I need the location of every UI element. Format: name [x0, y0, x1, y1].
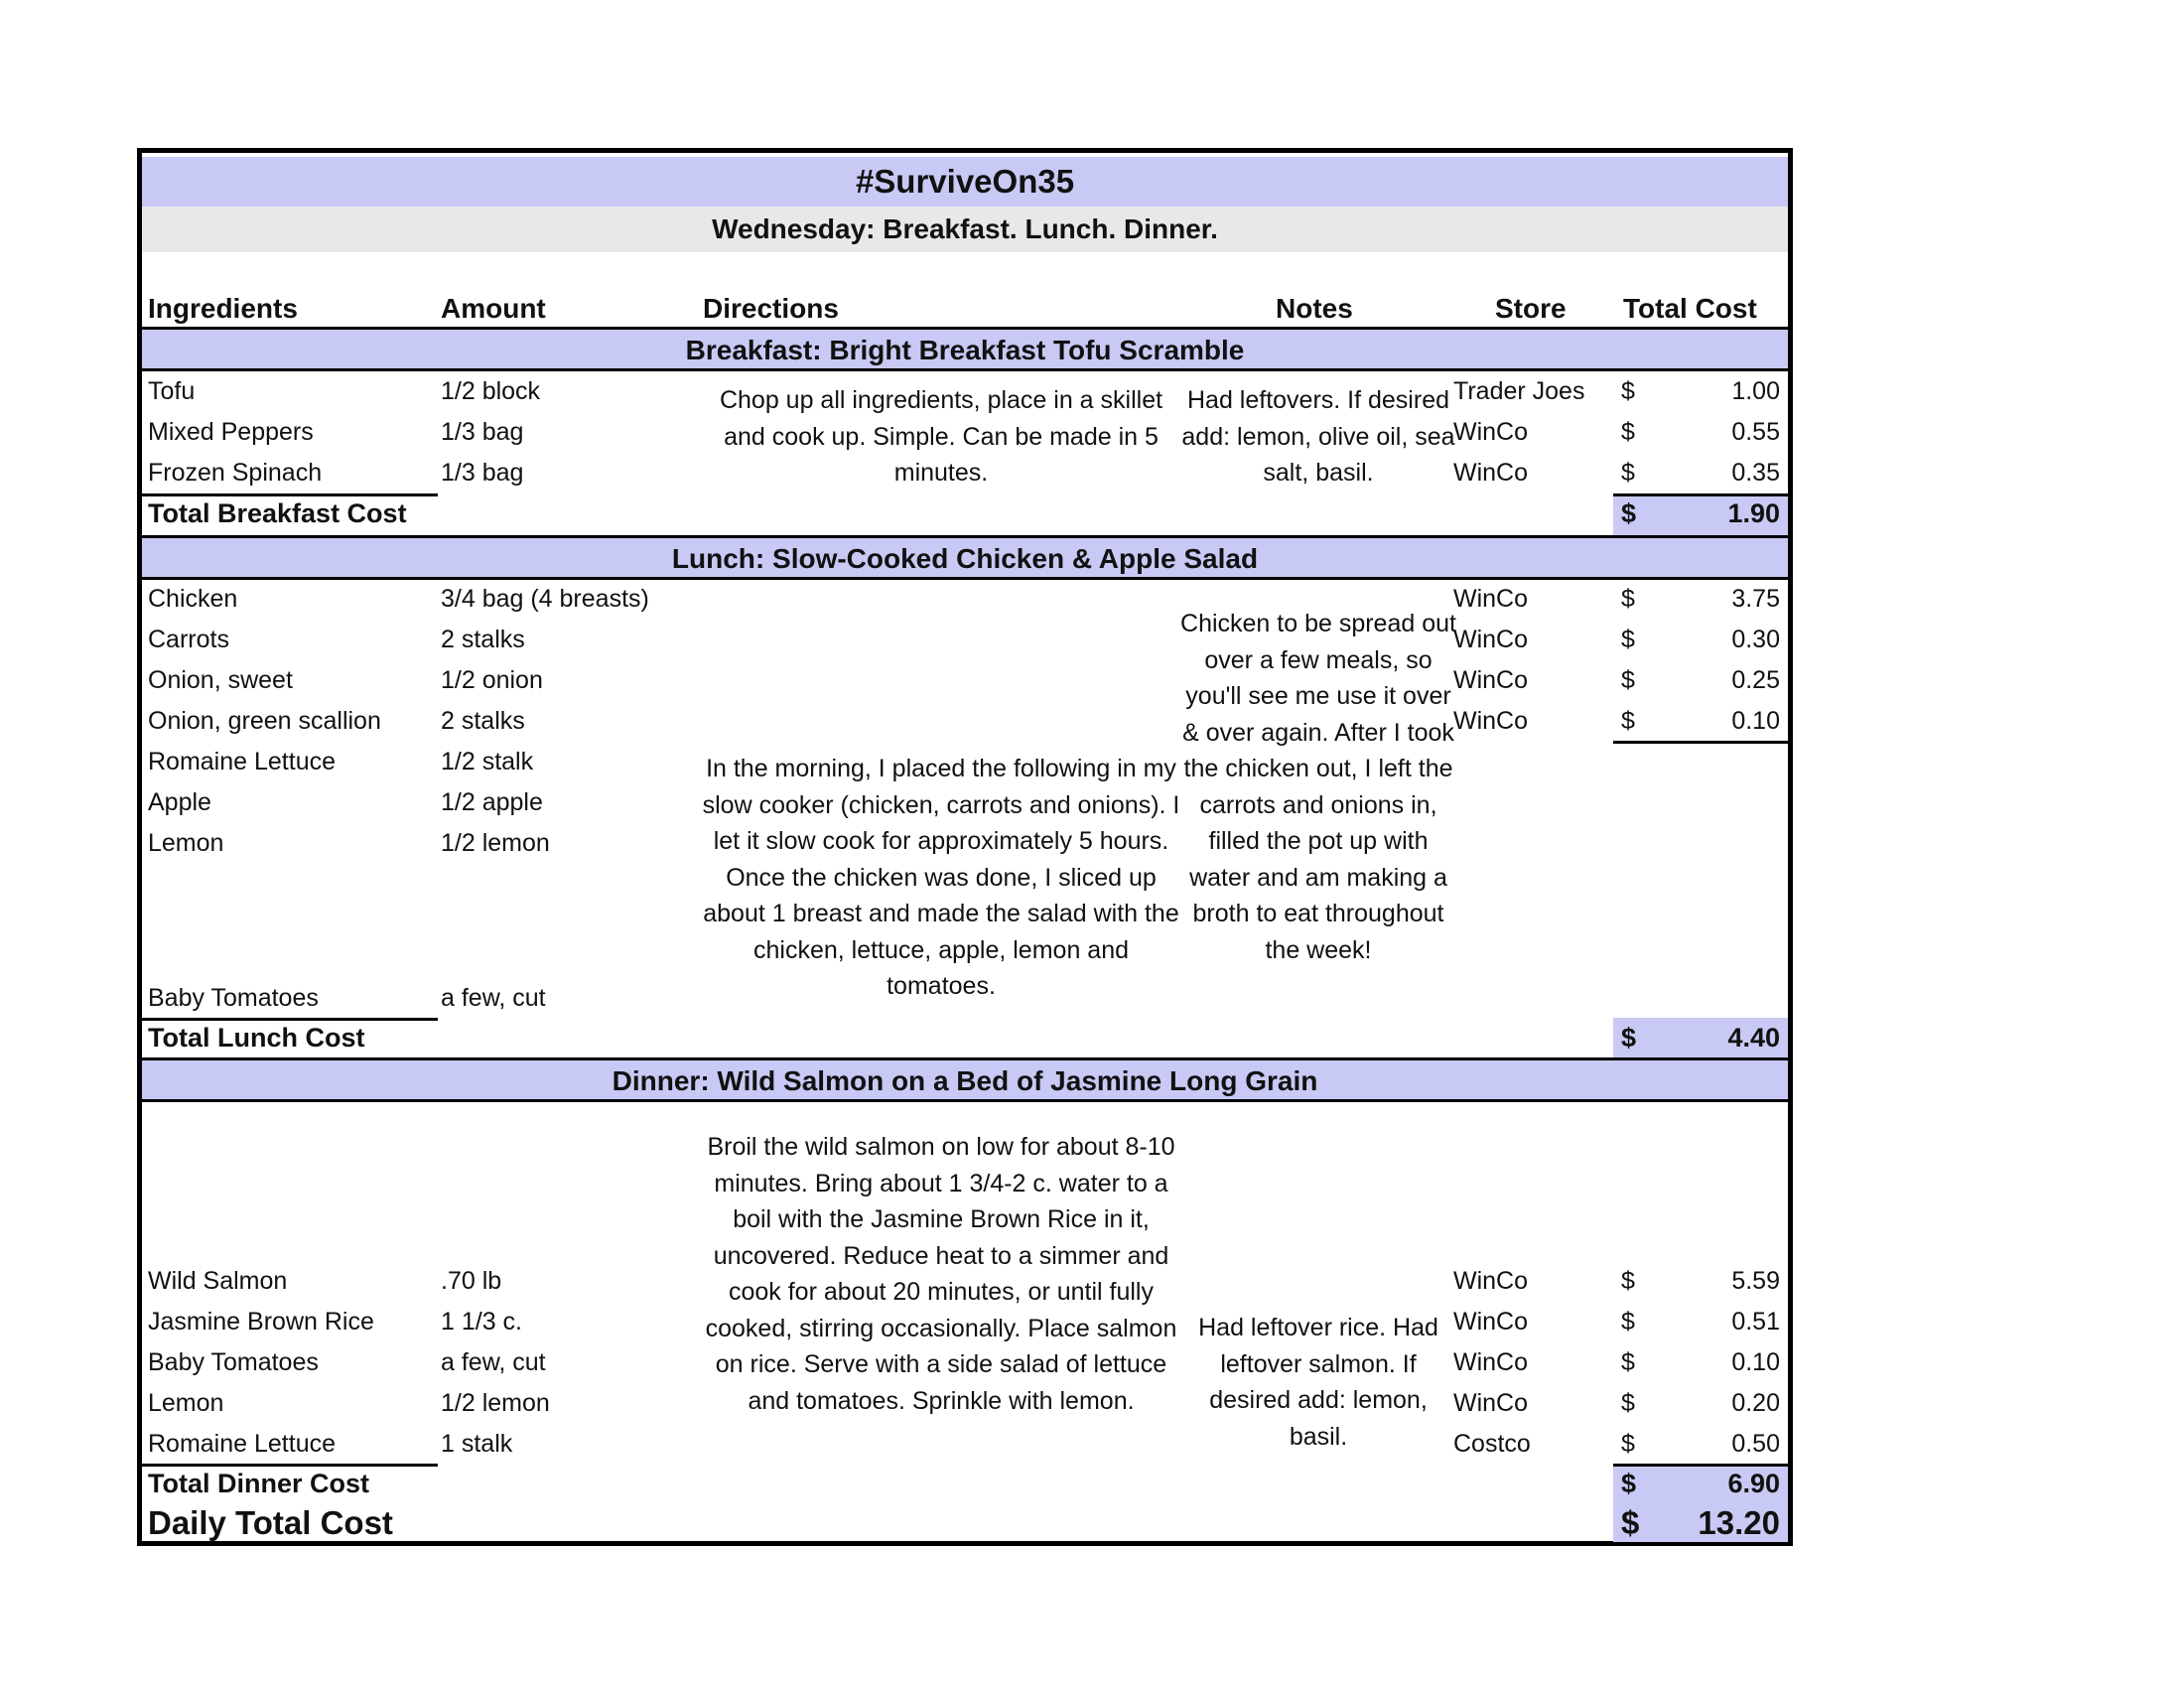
lunch-ingredient: Chicken [148, 585, 238, 613]
cost-value: 5.59 [1731, 1267, 1780, 1295]
dinner-ingredient: Baby Tomatoes [148, 1348, 319, 1376]
breakfast-store: Trader Joes [1453, 377, 1585, 405]
lunch-ingredient: Romaine Lettuce [148, 748, 337, 775]
cost-value: 0.20 [1731, 1389, 1780, 1417]
currency-symbol: $ [1621, 585, 1635, 613]
dinner-amount: .70 lb [441, 1267, 502, 1295]
header-total-cost: Total Cost [1623, 293, 1757, 324]
currency-symbol: $ [1621, 1469, 1637, 1498]
cost-value: 3.75 [1731, 585, 1780, 613]
lunch-ingredient: Baby Tomatoes [148, 984, 319, 1012]
breakfast-ingredient: Mixed Peppers [148, 418, 314, 446]
currency-symbol: $ [1621, 498, 1637, 528]
dinner-store: WinCo [1453, 1267, 1529, 1295]
currency-symbol: $ [1621, 459, 1635, 487]
currency-symbol: $ [1621, 1267, 1635, 1295]
cost-value: 0.51 [1731, 1308, 1780, 1336]
currency-symbol: $ [1621, 1430, 1635, 1458]
lunch-amount: 2 stalks [441, 626, 525, 653]
breakfast-amount: 1/2 block [441, 377, 541, 405]
page-subtitle: Wednesday: Breakfast. Lunch. Dinner. [142, 207, 1788, 252]
currency-symbol: $ [1621, 666, 1635, 694]
lunch-directions: In the morning, I placed the following in my slow cooker (chicken, carrots and onions). I let it slow cook for approximately 5 hours. Once the chicken was done, I sliced up about 1 breast and made the salad with the chicken, lettuce, apple, lemon and tomatoes. [702, 755, 1180, 1000]
lunch-store: WinCo [1453, 585, 1529, 613]
currency-symbol: $ [1621, 1023, 1637, 1053]
dinner-directions: Broil the wild salmon on low for about 8-10 minutes. Bring about 1 3/4-2 c. water to a boil with the Jasmine Brown Rice in it, uncovered. Reduce heat to a simmer and cook for about 20 minutes, or until fully cooked, stirring occasionally. Place salmon on rice. Serve with a side salad of lettuce and tomatoes. Sprinkle with lemon. [705, 1133, 1177, 1415]
dinner-total-label: Total Dinner Cost [148, 1469, 370, 1498]
dinner-store: WinCo [1453, 1308, 1529, 1336]
dinner-ingredient: Wild Salmon [148, 1267, 288, 1295]
dinner-amount: a few, cut [441, 1348, 546, 1376]
dinner-amount: 1 1/3 c. [441, 1308, 522, 1336]
lunch-amount: 1/2 lemon [441, 829, 550, 857]
cost-value: 1.00 [1731, 377, 1780, 405]
cost-value: 0.25 [1731, 666, 1780, 694]
currency-symbol: $ [1621, 1504, 1640, 1541]
breakfast-heading: Breakfast: Bright Breakfast Tofu Scramble [142, 327, 1788, 371]
page-title: #SurviveOn35 [142, 157, 1788, 207]
lunch-amount: 2 stalks [441, 707, 525, 735]
divider [1613, 741, 1788, 744]
currency-symbol: $ [1621, 1308, 1635, 1336]
lunch-store: WinCo [1453, 707, 1529, 735]
dinner-store: WinCo [1453, 1348, 1529, 1376]
currency-symbol: $ [1621, 1348, 1635, 1376]
dinner-heading: Dinner: Wild Salmon on a Bed of Jasmine Long Grain [142, 1057, 1788, 1102]
header-store: Store [1495, 293, 1567, 324]
lunch-amount: 1/2 stalk [441, 748, 534, 775]
cost-value: 0.10 [1731, 707, 1780, 735]
cost-value: 0.35 [1731, 459, 1780, 487]
cost-value: 0.30 [1731, 626, 1780, 653]
dinner-amount: 1/2 lemon [441, 1389, 550, 1417]
breakfast-store: WinCo [1453, 459, 1529, 487]
lunch-ingredient: Lemon [148, 829, 224, 857]
total-value: 4.40 [1727, 1023, 1780, 1053]
breakfast-directions: Chop up all ingredients, place in a skillet and cook up. Simple. Can be made in 5 minutes. [719, 386, 1163, 487]
dinner-store: WinCo [1453, 1389, 1529, 1417]
header-directions: Directions [703, 293, 839, 324]
breakfast-total-label: Total Breakfast Cost [148, 498, 407, 528]
lunch-total-label: Total Lunch Cost [148, 1023, 365, 1053]
total-value: 13.20 [1698, 1504, 1780, 1541]
cost-value: 0.10 [1731, 1348, 1780, 1376]
dinner-ingredient: Lemon [148, 1389, 224, 1417]
dinner-store: Costco [1453, 1430, 1531, 1458]
currency-symbol: $ [1621, 1389, 1635, 1417]
lunch-amount: 1/2 apple [441, 788, 543, 816]
lunch-ingredient: Onion, sweet [148, 666, 293, 694]
currency-symbol: $ [1621, 707, 1635, 735]
lunch-store: WinCo [1453, 626, 1529, 653]
dinner-amount: 1 stalk [441, 1430, 513, 1458]
lunch-amount: 3/4 bag (4 breasts) [441, 585, 649, 613]
lunch-heading: Lunch: Slow-Cooked Chicken & Apple Salad [142, 535, 1788, 580]
currency-symbol: $ [1621, 377, 1635, 405]
breakfast-amount: 1/3 bag [441, 418, 524, 446]
cost-value: 0.55 [1731, 418, 1780, 446]
lunch-ingredient: Carrots [148, 626, 229, 653]
cost-value: 0.50 [1731, 1430, 1780, 1458]
lunch-notes: Chicken to be spread out over a few meals, so you'll see me use it over & over again. After I took the chicken out, I left the carrots and onions in, filled the pot up with water and am making a broth to eat throughout the week! [1180, 610, 1456, 964]
meal-plan-sheet [137, 148, 1793, 1546]
currency-symbol: $ [1621, 626, 1635, 653]
total-value: 6.90 [1727, 1469, 1780, 1498]
dinner-notes: Had leftover rice. Had leftover salmon. If desired add: lemon, basil. [1198, 1314, 1438, 1451]
header-notes: Notes [1276, 293, 1353, 324]
breakfast-amount: 1/3 bag [441, 459, 524, 487]
lunch-ingredient: Apple [148, 788, 211, 816]
breakfast-ingredient: Tofu [148, 377, 196, 405]
lunch-amount: 1/2 onion [441, 666, 543, 694]
dinner-ingredient: Jasmine Brown Rice [148, 1308, 374, 1336]
daily-total-label: Daily Total Cost [148, 1504, 393, 1541]
lunch-ingredient: Onion, green scallion [148, 707, 381, 735]
breakfast-notes: Had leftovers. If desired add: lemon, olive oil, sea salt, basil. [1181, 386, 1455, 487]
header-ingredients: Ingredients [148, 293, 298, 324]
lunch-amount: a few, cut [441, 984, 546, 1012]
total-value: 1.90 [1727, 498, 1780, 528]
header-amount: Amount [441, 293, 546, 324]
dinner-ingredient: Romaine Lettuce [148, 1430, 337, 1458]
breakfast-ingredient: Frozen Spinach [148, 459, 323, 487]
breakfast-store: WinCo [1453, 418, 1529, 446]
currency-symbol: $ [1621, 418, 1635, 446]
lunch-store: WinCo [1453, 666, 1529, 694]
